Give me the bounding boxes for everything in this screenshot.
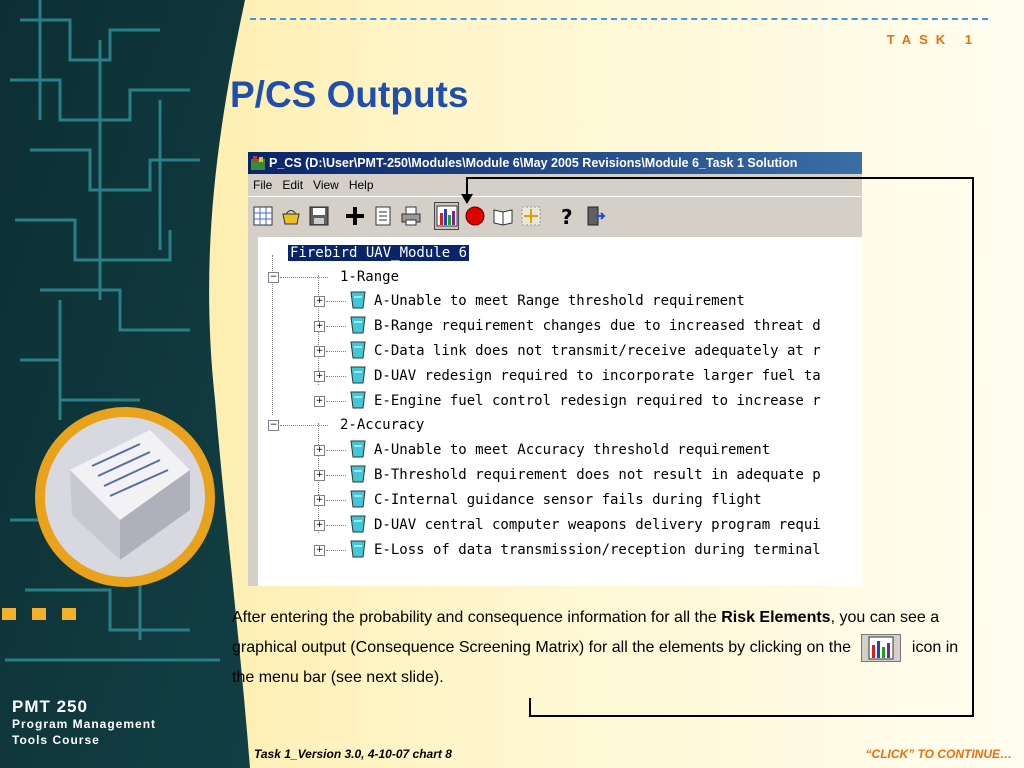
page-title: P/CS Outputs	[230, 74, 469, 115]
caption-part-1: After entering the probability and consequence information for all the	[232, 609, 722, 626]
save-disk-icon[interactable]	[306, 202, 331, 230]
branding-line-3: Tools Course	[12, 733, 100, 747]
expand-toggle[interactable]: +	[315, 396, 324, 406]
branding-line-2: Program Management	[12, 717, 157, 731]
task-label: TASK 1	[886, 32, 980, 47]
risk-item-range-c[interactable]: C-Data link does not transmit/receive adequately at r	[374, 343, 821, 359]
menu-view[interactable]: View	[313, 178, 339, 192]
menu-edit[interactable]: Edit	[282, 178, 304, 192]
risk-item-range-d[interactable]: D-UAV redesign required to incorporate larger fuel ta	[374, 368, 821, 384]
collapse-toggle-accuracy[interactable]: −	[269, 420, 278, 430]
stop-record-icon[interactable]	[462, 202, 487, 230]
course-branding	[12, 698, 156, 748]
risk-item-range-e[interactable]: E-Engine fuel control redesign required to increase r	[374, 393, 821, 409]
window-title: P_CS (D:\User\PMT-250\Modules\Module 6\May 2005 Revisions\Module 6_Task 1 Solution	[269, 156, 798, 170]
caption-text	[232, 603, 972, 693]
document-icon[interactable]	[370, 202, 395, 230]
chart-icon[interactable]	[434, 202, 459, 230]
book-icon[interactable]	[490, 202, 515, 230]
risk-element-icon	[348, 340, 368, 360]
svg-text:?: ?	[560, 205, 573, 227]
risk-item-range-a[interactable]: A-Unable to meet Range threshold requirement	[374, 293, 745, 309]
help-question-icon[interactable]	[554, 202, 579, 230]
menu-help[interactable]: Help	[348, 178, 374, 192]
expand-toggle[interactable]: +	[315, 470, 324, 480]
risk-item-accuracy-a[interactable]: A-Unable to meet Accuracy threshold requirement	[374, 442, 771, 458]
risk-item-accuracy-b[interactable]: B-Threshold requirement does not result in adequate p	[374, 467, 821, 483]
decorative-panel	[0, 0, 250, 768]
printer-icon[interactable]	[398, 202, 423, 230]
expand-toggle[interactable]: +	[315, 495, 324, 505]
open-basket-icon[interactable]	[278, 202, 303, 230]
continue-link[interactable]: “CLICK” TO CONTINUE…	[865, 747, 1012, 761]
move-icon[interactable]	[518, 202, 543, 230]
caption-part-2: , you can see a graphical output (Consequence Screening Matrix) for all the elements by clicking on the	[232, 609, 940, 656]
expand-toggle[interactable]: +	[315, 371, 324, 381]
risk-item-accuracy-c[interactable]: C-Internal guidance sensor fails during flight	[374, 492, 762, 508]
risk-item-range-b[interactable]: B-Range requirement changes due to increased threat d	[374, 318, 821, 334]
expand-toggle[interactable]: +	[315, 296, 324, 306]
risk-element-icon	[348, 365, 368, 385]
chart-icon	[861, 634, 901, 662]
risk-element-icon	[348, 514, 368, 534]
app-icon	[250, 155, 266, 171]
toolbar	[248, 196, 862, 235]
menu-file[interactable]: File	[253, 178, 273, 192]
risk-element-icon	[348, 539, 368, 559]
risk-item-accuracy-e[interactable]: E-Loss of data transmission/reception during terminal	[374, 542, 821, 558]
risk-element-icon	[348, 315, 368, 335]
risk-element-icon	[348, 439, 368, 459]
risk-element-icon	[348, 390, 368, 410]
risk-tree-view	[258, 237, 862, 586]
expand-toggle[interactable]: +	[315, 346, 324, 356]
header-dashed-rule	[250, 18, 988, 20]
collapse-toggle-range[interactable]: −	[269, 272, 278, 282]
circuit-board-graphic	[0, 0, 250, 768]
tree-root-label: Firebird UAV_Module 6	[290, 245, 468, 261]
window-titlebar[interactable]	[248, 152, 862, 174]
caption-bold: Risk Elements	[721, 609, 831, 626]
risk-element-icon	[348, 489, 368, 509]
footer-version: Task 1_Version 3.0, 4-10-07 chart 8	[254, 747, 452, 761]
branding-line-1: PMT 250	[12, 697, 88, 716]
pcs-app-window	[248, 152, 862, 586]
risk-element-icon	[348, 290, 368, 310]
expand-toggle[interactable]: +	[315, 520, 324, 530]
tree-group-range[interactable]: 1-Range	[340, 269, 400, 285]
risk-element-icon	[348, 464, 368, 484]
tree-root[interactable]	[288, 242, 469, 264]
menu-bar	[248, 174, 862, 196]
risk-item-accuracy-d[interactable]: D-UAV central computer weapons delivery program requi	[374, 517, 821, 533]
expand-toggle[interactable]: +	[315, 545, 324, 555]
expand-toggle[interactable]: +	[315, 321, 324, 331]
tree-group-accuracy[interactable]: 2-Accuracy	[340, 417, 425, 433]
add-plus-icon[interactable]	[342, 202, 367, 230]
exit-door-icon[interactable]	[582, 202, 607, 230]
expand-toggle[interactable]: +	[315, 445, 324, 455]
caption-part-3: icon in the menu bar (see next slide).	[232, 639, 959, 686]
grid-icon[interactable]	[250, 202, 275, 230]
